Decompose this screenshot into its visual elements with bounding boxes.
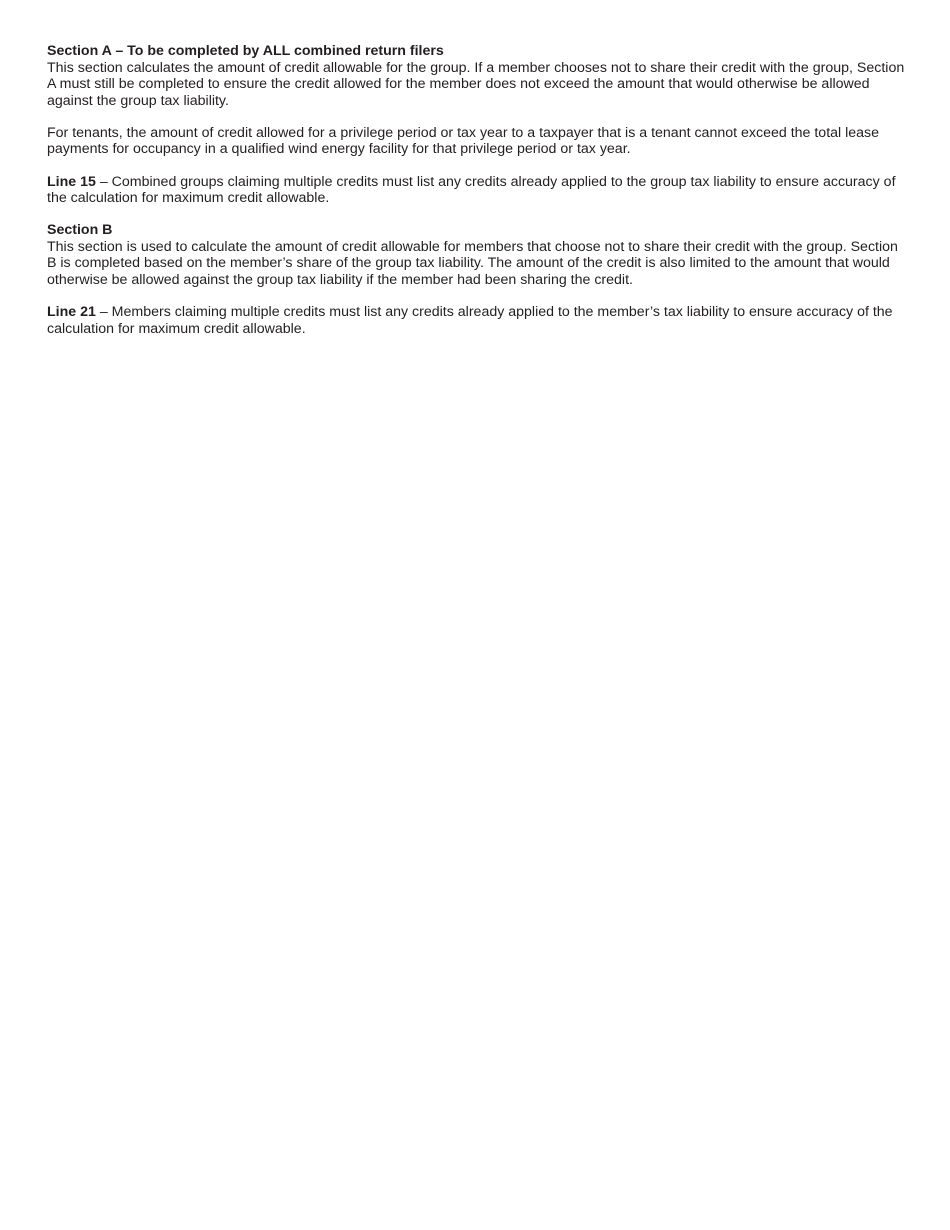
- line-21-instruction: [47, 304, 909, 337]
- tenants-paragraph: [47, 125, 909, 158]
- section-b: [47, 222, 909, 288]
- section-a: [47, 43, 909, 109]
- line-21-label: Line 21: [47, 304, 96, 321]
- section-a-heading: Section A – To be completed by ALL combined return filers: [47, 43, 444, 59]
- line-15-body: – Combined groups claiming multiple credits must list any credits already applied to the group tax liability to ensure accuracy of the calculation for maximum credit allowable.: [47, 173, 896, 207]
- instructions-page: [47, 43, 909, 353]
- tenants-body: For tenants, the amount of credit allowed for a privilege period or tax year to a taxpayer that is a tenant cannot exceed the total lease payments for occupancy in a qualified wind energy facility for that privilege period or tax year.: [47, 124, 880, 158]
- section-b-heading: Section B: [47, 222, 113, 239]
- line-15-instruction: [47, 174, 909, 207]
- line-21-body: – Members claiming multiple credits must list any credits already applied to the member’s tax liability to ensure accuracy of the calculation for maximum credit allowable.: [47, 304, 893, 337]
- section-a-body: This section calculates the amount of credit allowable for the group. If a member chooses not to share their credit with the group, Section A must still be completed to ensure the credit allowed for the member does not exceed the amount that would otherwise be allowed against the group tax liability.: [47, 59, 905, 109]
- section-b-body: This section is used to calculate the amount of credit allowable for members that choose not to share their credit with the group. Section B is completed based on the member’s share of the group tax liability. The amount of the credit is also limited to the amount that would otherwise be allowed against the group tax liability if the member had been sharing the credit.: [47, 238, 898, 289]
- line-15-label: Line 15: [47, 173, 96, 190]
